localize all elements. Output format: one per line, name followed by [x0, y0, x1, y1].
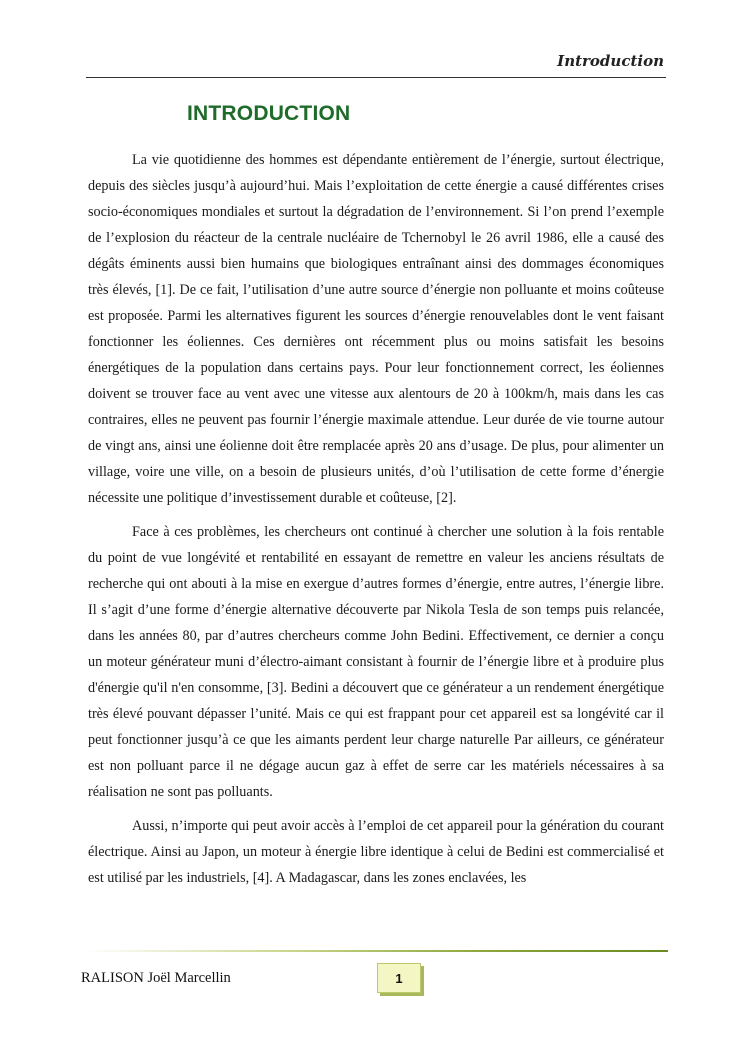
chapter-heading: INTRODUCTION — [187, 102, 351, 125]
footer-author: RALISON Joël Marcellin — [81, 970, 231, 986]
paragraph-1: La vie quotidienne des hommes est dépendante entièrement de l’énergie, surtout électrique, depuis des siècles jusqu’à aujourd’hui. Mais l’exploitation de cette énergie a causé différentes crises socio-économiques mondiales et surtout la dégradation de l’environnement. Si l’on prend l’exemple de l’explosion du réacteur de la centrale nucléaire de Tchernobyl le 26 avril 1986, elle a causé des dégâts éminents aussi bien humains que biologiques entraînant ainsi des dommages économiques très élevés, [1]. De ce fait, l’utilisation d’une autre source d’énergie non polluante et moins coûteuse est proposée. Parmi les alternatives figurent les sources d’énergie renouvelables dont le vent faisant fonctionner les éoliennes. Ces dernières ont récemment plus ou moins satisfait les besoins énergétiques de la population dans certains pays. Pour leur fonctionnement correct, les éoliennes doivent se trouver face au vent avec une vitesse aux alentours de 20 à 100km/h, mais dans les cas contraires, elles ne peuvent pas fournir l’énergie maximale attendue. Leur durée de vie tourne autour de vingt ans, ainsi une éolienne doit être remplacée après 20 ans d’usage. De plus, pour alimenter un village, voire une ville, on a besoin de plusieurs unités, d’où l’utilisation de cette forme d’énergie nécessite une politique d’investissement durable et coûteuse, [2]. — [88, 152, 664, 506]
header-rule — [86, 77, 666, 78]
running-header: Introduction — [557, 52, 664, 70]
paragraph-3: Aussi, n’importe qui peut avoir accès à l’emploi de cet appareil pour la génération du courant électrique. Ainsi au Japon, un moteur à énergie libre identique à celui de Bedini est commercialisé et est utilisé par les industriels, [4]. A Madagascar, dans les zones enclavées, les — [88, 818, 664, 886]
body-text — [88, 147, 664, 953]
paragraph-2: Face à ces problèmes, les chercheurs ont continué à chercher une solution à la fois rentable du point de vue longévité et rentabilité en essayant de remettre en valeur les anciens résultats de recherche qui ont abouti à la mise en exergue d’autres formes d’énergie, entre autres, l’énergie libre. Il s’agit d’une forme d’énergie alternative découverte par Nikola Tesla de son temps puis relancée, dans les années 80, par d’autres chercheurs comme John Bedini. Effectivement, ce dernier a conçu un moteur générateur muni d’électro-aimant consistant à fournir de l’énergie libre et à produire plus d'énergie qu'il n'en consomme, [3]. Bedini a découvert que ce générateur a un rendement énergétique très élevé pouvant dépasser l’unité. Mais ce qui est frappant pour cet appareil est sa longévité car il peut fonctionner jusqu’à ce que les aimants perdent leur charge naturelle Par ailleurs, ce générateur est non polluant parce il ne dégage aucun gaz à effet de serre car les matériels nécessaires à sa réalisation ne sont pas polluants. — [88, 524, 664, 800]
footer-rule — [86, 950, 668, 952]
page-number-badge: 1 — [377, 963, 421, 993]
